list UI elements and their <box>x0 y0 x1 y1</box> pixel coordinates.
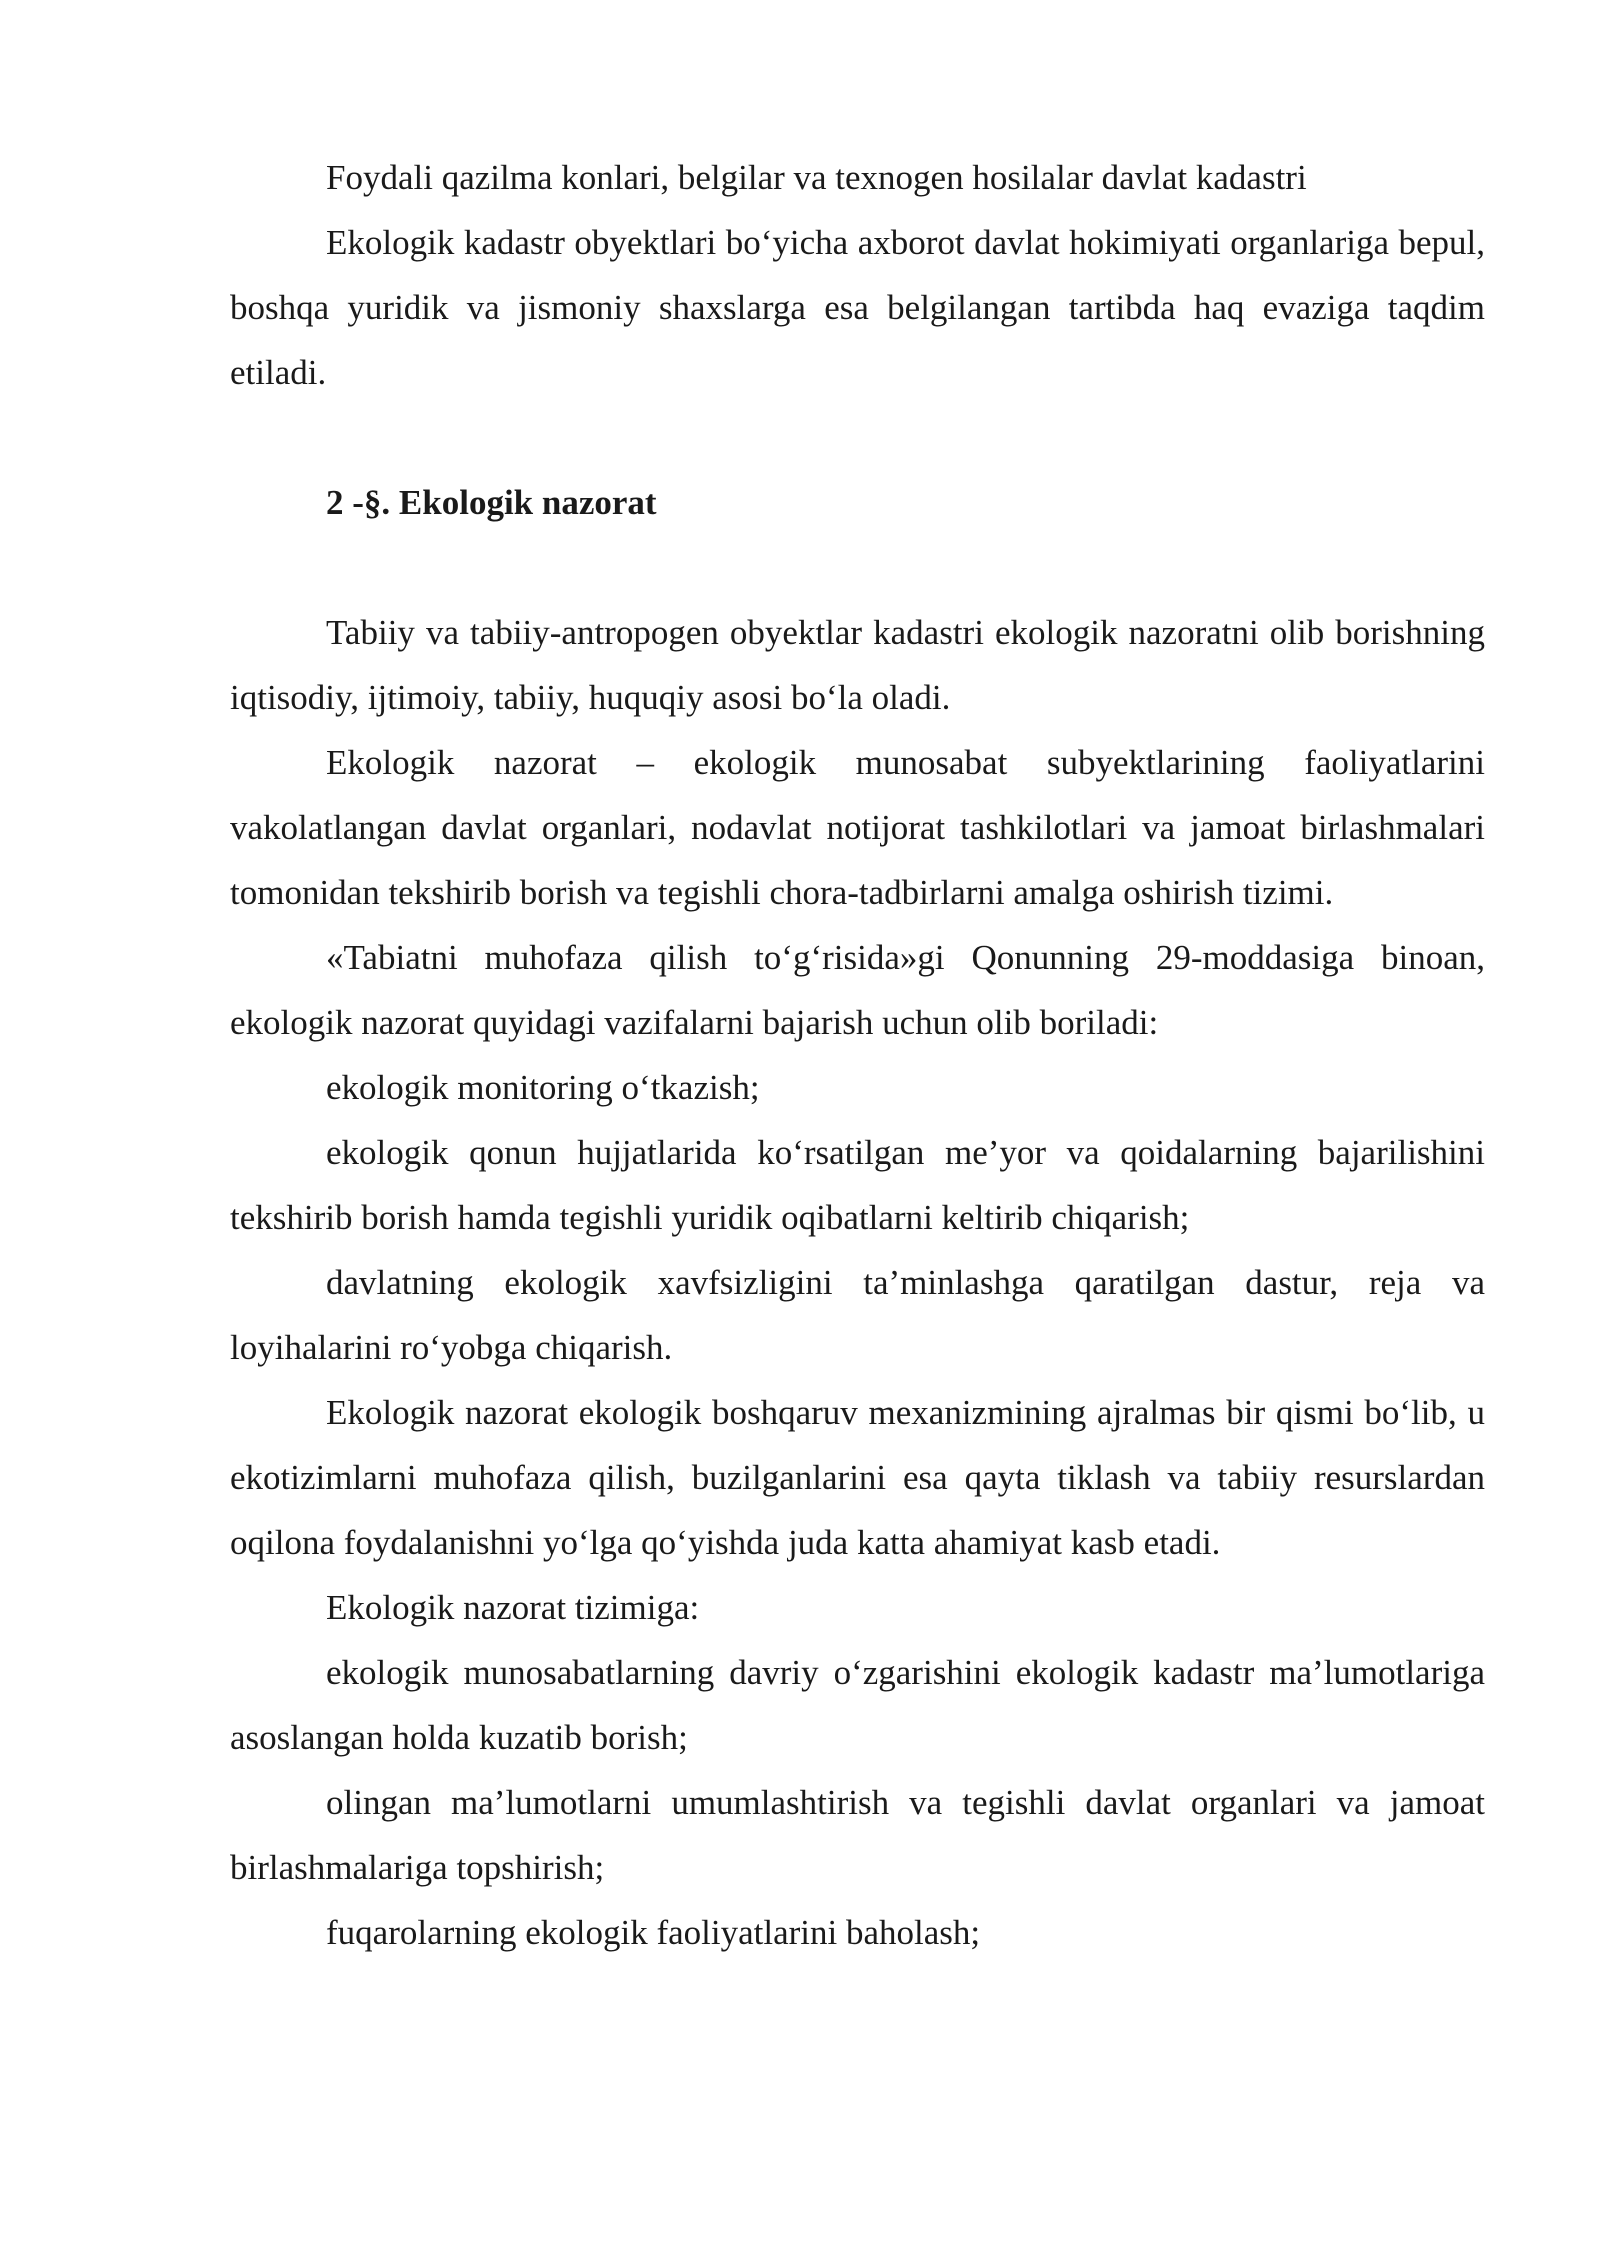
list-item-6: fuqarolarning ekologik faoliyatlarini baholash; <box>326 1913 981 1952</box>
paragraph-5: Ekologik nazorat tizimiga: <box>326 1588 700 1627</box>
paragraph-4: Ekologik nazorat ekologik boshqaruv mexanizmining ajralmas bir qismi bo‘lib, u ekotizimlarni muhofaza qilish, buzilganlarini esa qayta tiklash va tabiiy resurslardan oqilona foydalanishni yo‘lga qo‘yishda juda katta ahamiyat kasb etadi. <box>230 1393 1485 1562</box>
paragraph-cadastre-access: Ekologik kadastr obyektlari bo‘yicha axborot davlat hokimiyati organlariga bepul, boshqa yuridik va jismoniy shaxslarga esa belgilangan tartibda haq evaziga taqdim etiladi. <box>230 223 1485 392</box>
list-item-5: olingan ma’lumotlarni umumlashtirish va tegishli davlat organlari va jamoat birlashmalariga topshirish; <box>230 1783 1485 1887</box>
paragraph-3: «Tabiatni muhofaza qilish to‘g‘risida»gi Qonunning 29-moddasiga binoan, ekologik nazorat quyidagi vazifalarni bajarish uchun olib boriladi: <box>230 938 1485 1042</box>
spacer <box>230 535 1485 600</box>
section-heading: 2 -§. Ekologik nazorat <box>326 483 657 522</box>
list-item-3: davlatning ekologik xavfsizligini ta’minlashga qaratilgan dastur, reja va loyihalarini ro‘yobga chiqarish. <box>230 1263 1485 1367</box>
spacer <box>230 405 1485 470</box>
paragraph-cadastre-title: Foydali qazilma konlari, belgilar va texnogen hosilalar davlat kadastri <box>326 158 1307 197</box>
list-item-4: ekologik munosabatlarning davriy o‘zgarishini ekologik kadastr ma’lumotlariga asoslangan holda kuzatib borish; <box>230 1653 1485 1757</box>
list-item-1: ekologik monitoring o‘tkazish; <box>326 1068 760 1107</box>
paragraph-1: Tabiiy va tabiiy-antropogen obyektlar kadastri ekologik nazoratni olib borishning iqtisodiy, ijtimoiy, tabiiy, huquqiy asosi bo‘la oladi. <box>230 613 1485 717</box>
list-item-2: ekologik qonun hujjatlarida ko‘rsatilgan me’yor va qoidalarning bajarilishini tekshirib borish hamda tegishli yuridik oqibatlarni keltirib chiqarish; <box>230 1133 1485 1237</box>
paragraph-2: Ekologik nazorat – ekologik munosabat subyektlarining faoliyatlarini vakolatlangan davlat organlari, nodavlat notijorat tashkilotlari va jamoat birlashmalari tomonidan tekshirib borish va tegishli chora-tadbirlarni amalga oshirish tizimi. <box>230 743 1485 912</box>
document-body <box>230 145 1485 1965</box>
